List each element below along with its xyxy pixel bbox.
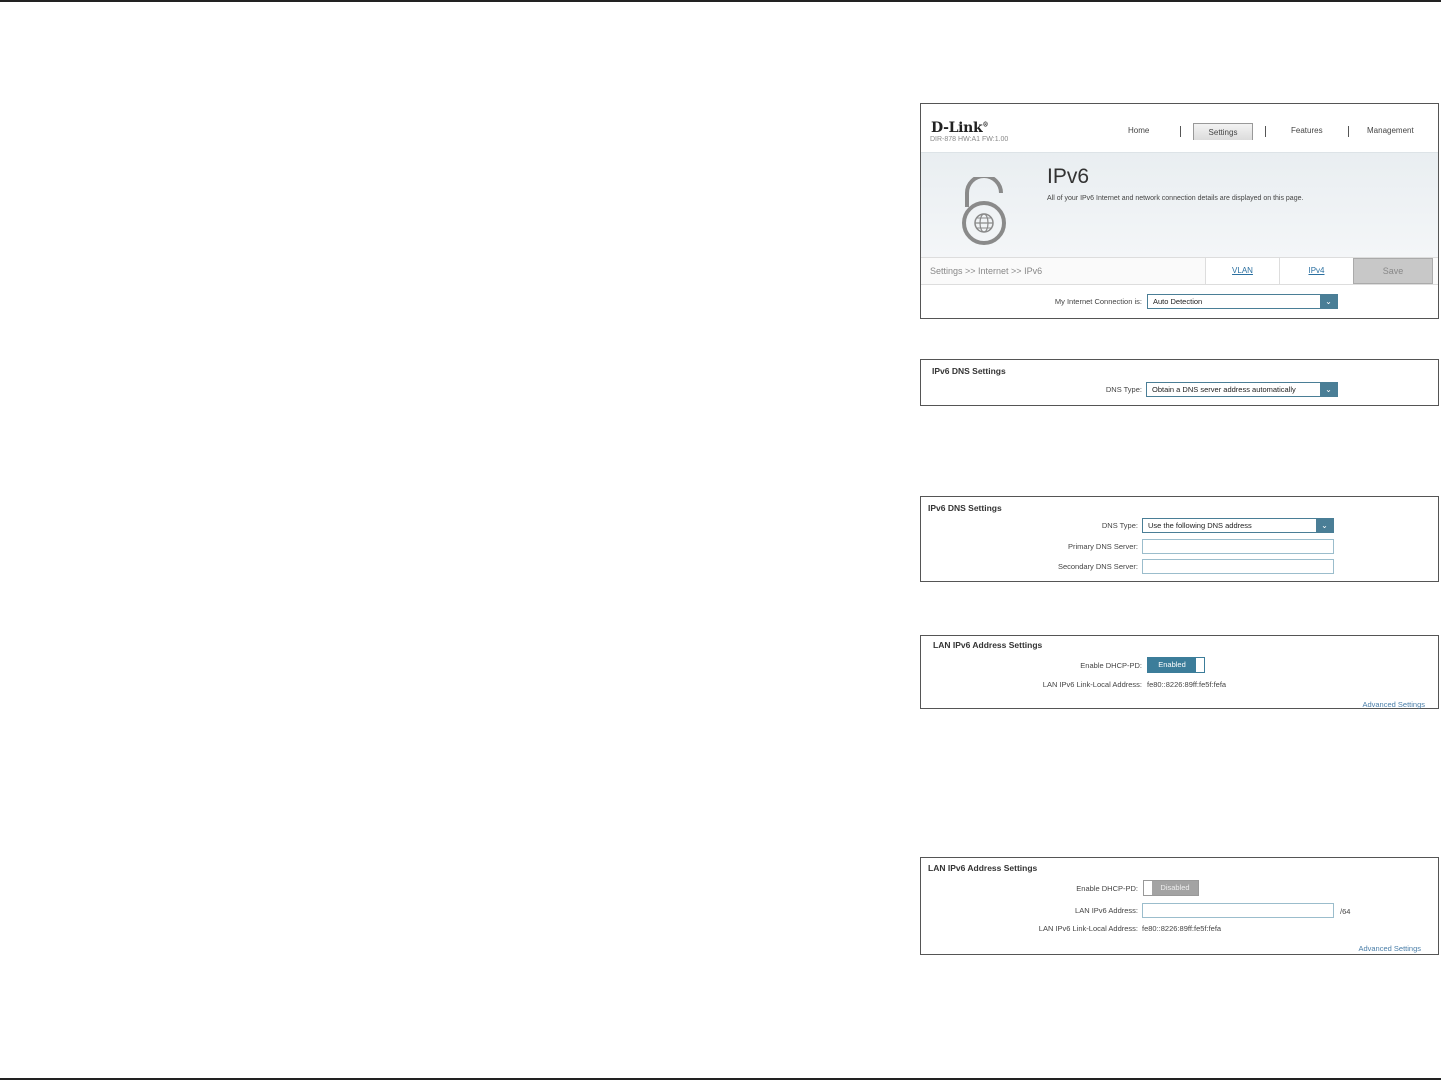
lan-ipv6-enabled-panel <box>920 635 1439 709</box>
dns-type-label: DNS Type: <box>1105 385 1142 394</box>
link-local-value: fe80::8226:89ff:fe5f:fefa <box>1147 680 1227 689</box>
dns-type-label: DNS Type: <box>1101 521 1138 530</box>
page-hero <box>921 152 1438 258</box>
save-button[interactable]: Save <box>1353 258 1433 284</box>
page-top-rule <box>0 0 1441 2</box>
breadcrumb-bar <box>921 257 1438 285</box>
nav-settings[interactable]: Settings <box>1193 123 1253 140</box>
connection-type-value: Auto Detection <box>1153 297 1203 306</box>
advanced-settings-link[interactable]: Advanced Settings <box>1358 944 1421 953</box>
prefix-length: /64 <box>1340 907 1351 916</box>
nav-separator <box>1265 126 1266 137</box>
page-bottom-rule <box>0 1078 1441 1080</box>
nav-home[interactable]: Home <box>1128 126 1150 135</box>
primary-dns-label: Primary DNS Server: <box>1067 542 1138 551</box>
section-title: LAN IPv6 Address Settings <box>933 640 1043 650</box>
nav-features[interactable]: Features <box>1291 126 1323 135</box>
dns-type-value: Use the following DNS address <box>1148 521 1252 530</box>
tab-ipv4[interactable]: IPv4 <box>1279 258 1353 284</box>
lan-ipv6-address-label: LAN IPv6 Address: <box>1075 906 1138 915</box>
connection-label: My Internet Connection is: <box>1054 297 1142 306</box>
advanced-settings-link[interactable]: Advanced Settings <box>1362 700 1425 709</box>
nav-separator <box>1348 126 1349 137</box>
ipv6-dns-manual-panel <box>920 496 1439 582</box>
link-local-label: LAN IPv6 Link-Local Address: <box>1038 924 1138 933</box>
dlink-logo: D-Link® <box>931 120 989 136</box>
connection-type-select[interactable] <box>1147 294 1338 309</box>
dhcp-pd-toggle[interactable] <box>1143 880 1199 896</box>
ipv6-main-panel <box>920 103 1439 319</box>
link-local-value: fe80::8226:89ff:fe5f:fefa <box>1142 924 1222 933</box>
breadcrumb: Settings >> Internet >> IPv6 <box>930 266 1043 276</box>
secondary-dns-label: Secondary DNS Server: <box>1057 562 1138 571</box>
dhcp-pd-toggle[interactable] <box>1147 657 1205 673</box>
dns-type-select[interactable] <box>1146 382 1338 397</box>
lan-ipv6-disabled-panel <box>920 857 1439 955</box>
link-local-label: LAN IPv6 Link-Local Address: <box>1042 680 1142 689</box>
dns-type-select[interactable] <box>1142 518 1334 533</box>
model-info: DIR-878 HW:A1 FW:1.00 <box>930 136 1009 143</box>
chevron-down-icon: ⌄ <box>1320 383 1337 396</box>
primary-dns-input[interactable] <box>1142 539 1334 554</box>
nav-management[interactable]: Management <box>1367 126 1414 135</box>
dhcp-pd-state: Disabled <box>1152 881 1198 895</box>
dhcp-pd-label: Enable DHCP-PD: <box>1080 661 1142 670</box>
secondary-dns-input[interactable] <box>1142 559 1334 574</box>
dns-type-value: Obtain a DNS server address automatically <box>1152 385 1296 394</box>
dhcp-pd-label: Enable DHCP-PD: <box>1076 884 1138 893</box>
chevron-down-icon: ⌄ <box>1320 295 1337 308</box>
page-title: IPv6 <box>1047 165 1090 188</box>
section-title: IPv6 DNS Settings <box>932 366 1006 376</box>
chevron-down-icon: ⌄ <box>1316 519 1333 532</box>
lan-ipv6-address-input[interactable] <box>1142 903 1334 918</box>
nav-separator <box>1180 126 1181 137</box>
ipv6-dns-auto-panel <box>920 359 1439 406</box>
dhcp-pd-state: Enabled <box>1148 658 1196 672</box>
tab-vlan[interactable]: VLAN <box>1205 258 1279 284</box>
page-description: All of your IPv6 Internet and network connection details are displayed on this page. <box>1047 195 1304 202</box>
ipv6-lock-globe-icon <box>959 177 1009 247</box>
section-title: IPv6 DNS Settings <box>928 503 1002 513</box>
section-title: LAN IPv6 Address Settings <box>928 863 1038 873</box>
